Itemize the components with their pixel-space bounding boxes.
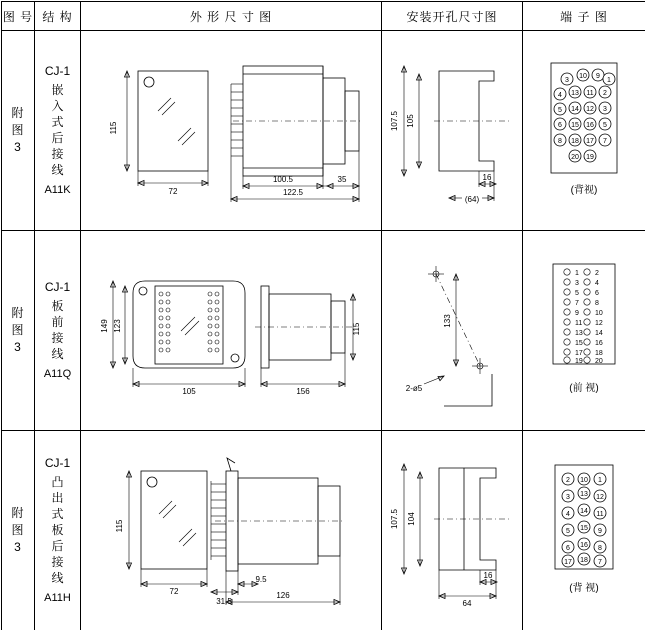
svg-text:1: 1 xyxy=(598,476,602,484)
svg-text:4: 4 xyxy=(558,91,562,99)
terminal-view-label: (前 视) xyxy=(569,382,599,394)
svg-text:19: 19 xyxy=(586,153,594,161)
model-label: CJ-1 xyxy=(44,63,71,78)
dim-mount-outer: 107.5 xyxy=(390,508,399,529)
dim-total-depth: 122.5 xyxy=(282,187,304,197)
svg-text:4: 4 xyxy=(566,510,570,518)
dim-side-height: 115 xyxy=(352,322,361,335)
svg-text:8: 8 xyxy=(558,137,562,145)
svg-text:9: 9 xyxy=(575,309,579,317)
terminal-view-label: (背 视) xyxy=(569,582,599,594)
row-id-char: 附 xyxy=(11,106,25,120)
structure-char: 线 xyxy=(51,346,64,361)
table-row xyxy=(2,231,645,431)
mounting-drawing-3 xyxy=(384,436,520,626)
svg-text:9: 9 xyxy=(596,72,600,80)
row-id-char: 图 xyxy=(11,523,25,537)
header-structure: 结 构 xyxy=(35,2,81,31)
structure-code: A11H xyxy=(44,591,71,604)
dim-mid-depth: 9.5 xyxy=(255,574,267,584)
svg-text:20: 20 xyxy=(595,357,603,365)
svg-text:17: 17 xyxy=(564,558,572,566)
svg-text:2: 2 xyxy=(603,89,607,97)
row-id-char: 3 xyxy=(14,140,22,154)
terminal-drawing-cell xyxy=(523,431,645,630)
svg-text:13: 13 xyxy=(580,490,588,498)
mounting-drawing-1 xyxy=(384,36,520,226)
svg-text:13: 13 xyxy=(571,89,579,97)
row-structure-cell xyxy=(35,431,81,630)
mounting-drawing-cell xyxy=(382,31,523,231)
svg-text:12: 12 xyxy=(596,493,604,501)
row-structure-cell xyxy=(35,31,81,231)
mounting-drawing-2 xyxy=(384,236,520,426)
dim-mount-inner: 105 xyxy=(406,113,415,128)
model-label: CJ-1 xyxy=(44,455,71,470)
header-mounting: 安装开孔尺寸图 xyxy=(382,2,523,31)
svg-text:3: 3 xyxy=(566,493,570,501)
row-structure-cell xyxy=(35,231,81,431)
structure-code: A11Q xyxy=(43,367,72,380)
dim-height: 115 xyxy=(115,519,124,532)
structure-char: 线 xyxy=(51,162,64,177)
dim-mount-width-bottom: 64 xyxy=(462,598,472,608)
dim-width: 72 xyxy=(169,586,179,596)
dim-mount-width-alt: (64) xyxy=(464,194,480,204)
table-header-row xyxy=(2,2,645,31)
svg-text:12: 12 xyxy=(595,319,603,327)
svg-text:6: 6 xyxy=(595,289,599,297)
outline-drawing-2 xyxy=(83,236,379,426)
dim-holes: 2-ø5 xyxy=(405,383,423,393)
terminal-view-label: (背视) xyxy=(570,184,598,196)
outline-drawing-cell xyxy=(81,31,382,231)
svg-text:2: 2 xyxy=(566,476,570,484)
structure-char: 接 xyxy=(51,554,64,569)
svg-text:17: 17 xyxy=(586,137,594,145)
dim-mount-width: 16 xyxy=(483,570,493,580)
svg-text:11: 11 xyxy=(575,319,583,327)
terminal-drawing-cell xyxy=(523,31,645,231)
row-id-char: 图 xyxy=(11,323,25,337)
svg-text:16: 16 xyxy=(586,121,594,129)
svg-text:3: 3 xyxy=(603,105,607,113)
svg-text:15: 15 xyxy=(575,339,583,347)
terminal-drawing-2 xyxy=(525,246,643,416)
dim-mount-height: 133 xyxy=(443,313,452,328)
svg-text:14: 14 xyxy=(571,105,579,113)
dim-inner-height: 123 xyxy=(113,318,122,333)
dim-width: 72 xyxy=(168,186,178,196)
header-terminal: 端 子 图 xyxy=(523,2,645,31)
dim-mount-inner: 104 xyxy=(407,511,416,526)
mounting-drawing-cell xyxy=(382,231,523,431)
svg-text:16: 16 xyxy=(595,339,603,347)
svg-text:15: 15 xyxy=(571,121,579,129)
svg-text:7: 7 xyxy=(575,299,579,307)
svg-text:13: 13 xyxy=(575,329,583,337)
structure-char: 后 xyxy=(51,130,64,145)
svg-text:3: 3 xyxy=(565,76,569,84)
table-row xyxy=(2,31,645,231)
svg-text:4: 4 xyxy=(595,279,599,287)
header-id: 图 号 xyxy=(2,2,35,31)
terminal-drawing-3 xyxy=(525,451,643,611)
svg-text:3: 3 xyxy=(575,279,579,287)
structure-char: 接 xyxy=(51,146,64,161)
row-id-char: 3 xyxy=(14,540,22,554)
svg-text:8: 8 xyxy=(598,544,602,552)
structure-char: 接 xyxy=(51,330,64,345)
row-id-char: 附 xyxy=(11,506,25,520)
outline-drawing-cell xyxy=(81,231,382,431)
outline-drawing-cell xyxy=(81,431,382,630)
svg-text:6: 6 xyxy=(558,121,562,129)
svg-text:10: 10 xyxy=(595,309,603,317)
svg-text:5: 5 xyxy=(558,106,562,114)
svg-text:8: 8 xyxy=(595,299,599,307)
structure-char: 凸 xyxy=(51,474,64,489)
svg-text:7: 7 xyxy=(598,558,602,566)
dim-height: 115 xyxy=(109,121,118,134)
table-body xyxy=(2,31,645,630)
svg-text:7: 7 xyxy=(603,137,607,145)
dim-depth: 156 xyxy=(296,386,310,396)
row-id-cell xyxy=(2,31,35,231)
svg-text:10: 10 xyxy=(580,476,588,484)
svg-text:15: 15 xyxy=(580,524,588,532)
structure-char: 线 xyxy=(51,570,64,585)
svg-text:20: 20 xyxy=(571,153,579,161)
svg-text:17: 17 xyxy=(575,349,583,357)
structure-char: 后 xyxy=(51,538,64,553)
row-id-cell xyxy=(2,231,35,431)
terminal-drawing-cell xyxy=(523,231,645,431)
svg-text:9: 9 xyxy=(598,527,602,535)
structure-char: 板 xyxy=(51,522,64,537)
dim-mount-width: 16 xyxy=(482,172,492,182)
dim-total-depth: 126 xyxy=(276,590,290,600)
structure-char: 嵌 xyxy=(51,82,64,97)
svg-text:1: 1 xyxy=(607,76,611,84)
row-id-char: 图 xyxy=(11,123,25,137)
svg-text:5: 5 xyxy=(603,121,607,129)
structure-char: 式 xyxy=(51,114,64,129)
svg-text:19: 19 xyxy=(575,357,583,365)
svg-text:18: 18 xyxy=(580,556,588,564)
svg-text:14: 14 xyxy=(595,329,603,337)
svg-text:18: 18 xyxy=(571,137,579,145)
svg-text:11: 11 xyxy=(596,510,604,518)
header-outline: 外 形 尺 寸 图 xyxy=(81,2,382,31)
row-id-char: 附 xyxy=(11,306,25,320)
table-header xyxy=(2,2,645,31)
structure-char: 出 xyxy=(51,490,64,505)
terminal-drawing-1 xyxy=(525,51,643,211)
table-row xyxy=(2,431,645,630)
outline-drawing-1 xyxy=(83,36,379,226)
outline-drawing-3 xyxy=(83,436,379,626)
structure-char: 入 xyxy=(51,98,64,113)
svg-text:14: 14 xyxy=(580,507,588,515)
svg-text:16: 16 xyxy=(580,541,588,549)
dim-mount-outer: 107.5 xyxy=(390,110,399,131)
dim-width: 105 xyxy=(182,386,196,396)
svg-text:10: 10 xyxy=(579,72,587,80)
dim-outer-height: 149 xyxy=(100,318,109,333)
dim-front-depth: 31.5 xyxy=(216,596,232,606)
svg-text:2: 2 xyxy=(595,269,599,277)
row-id-char: 3 xyxy=(14,340,22,354)
row-id-cell xyxy=(2,431,35,630)
svg-text:11: 11 xyxy=(586,89,594,97)
model-label: CJ-1 xyxy=(44,279,71,294)
svg-text:5: 5 xyxy=(575,289,579,297)
structure-char: 板 xyxy=(51,298,64,313)
structure-code: A11K xyxy=(44,183,71,196)
svg-text:18: 18 xyxy=(595,349,603,357)
svg-text:5: 5 xyxy=(566,527,570,535)
svg-text:1: 1 xyxy=(575,269,579,277)
dim-body-depth: 100.5 xyxy=(272,174,294,184)
mounting-drawing-cell xyxy=(382,431,523,630)
dim-front-depth: 35 xyxy=(337,174,347,184)
spec-table xyxy=(1,1,645,630)
structure-char: 前 xyxy=(51,314,64,329)
svg-text:6: 6 xyxy=(566,544,570,552)
svg-text:12: 12 xyxy=(586,105,594,113)
structure-char: 式 xyxy=(51,506,64,521)
